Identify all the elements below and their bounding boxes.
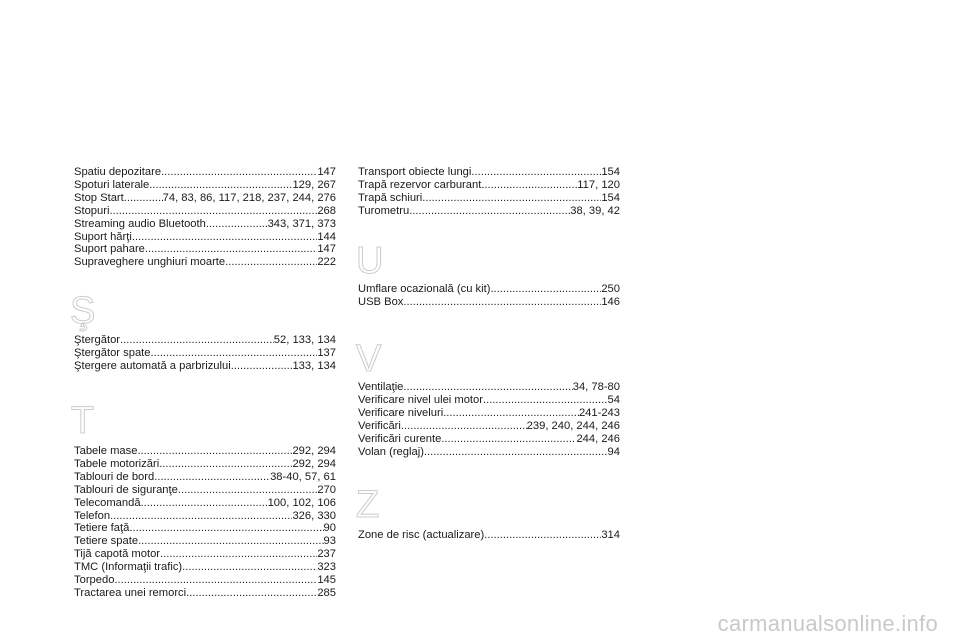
index-block-t-continued bbox=[358, 166, 620, 218]
index-entry bbox=[358, 381, 620, 394]
entry-term: Umflare ocazională (cu kit) bbox=[358, 283, 491, 295]
entry-pages: 292, 294 bbox=[292, 457, 336, 470]
entry-pages: 250 bbox=[601, 283, 620, 295]
entry-term: Tablouri de siguranţe bbox=[74, 483, 178, 496]
entry-pages: 93 bbox=[323, 535, 336, 548]
index-entry bbox=[74, 561, 336, 574]
section-letter-s-comma: Ş bbox=[70, 290, 96, 332]
entry-pages: 292, 294 bbox=[292, 445, 336, 457]
entry-pages: 129, 267 bbox=[292, 178, 336, 191]
entry-pages: 54 bbox=[607, 393, 620, 406]
dot-leader bbox=[206, 218, 268, 231]
dot-leader bbox=[154, 471, 270, 484]
dot-leader bbox=[132, 231, 317, 244]
entry-term: Verificare niveluri bbox=[358, 406, 444, 419]
index-entry bbox=[74, 347, 336, 360]
entry-term: Stop Start bbox=[74, 191, 124, 204]
index-entry bbox=[358, 192, 620, 205]
dot-leader bbox=[443, 407, 579, 420]
index-entry bbox=[358, 166, 620, 179]
index-entry bbox=[358, 394, 620, 407]
dot-leader bbox=[129, 522, 323, 535]
entry-pages: 74, 83, 86, 117, 218, 237, 244, 276 bbox=[162, 191, 336, 204]
entry-term: Tractarea unei remorci bbox=[74, 586, 187, 599]
entry-pages: 52, 133, 134 bbox=[273, 334, 336, 346]
entry-term: Spatiu depozitare bbox=[74, 166, 162, 178]
entry-term: Tetiere faţă bbox=[74, 522, 130, 535]
dot-leader bbox=[120, 334, 274, 347]
entry-term: Tetiere spate bbox=[74, 535, 139, 548]
entry-term: Telecomandă bbox=[74, 496, 141, 509]
index-entry bbox=[74, 535, 336, 548]
dot-leader bbox=[160, 548, 317, 561]
entry-pages: 137 bbox=[317, 346, 336, 359]
dot-leader bbox=[138, 535, 323, 548]
entry-term: Zone de risc (actualizare) bbox=[358, 529, 485, 541]
dot-leader bbox=[403, 296, 601, 309]
entry-pages: 34, 78-80 bbox=[572, 381, 620, 393]
index-block-s-comma bbox=[74, 334, 336, 373]
entry-term: Volan (reglaj) bbox=[358, 445, 424, 458]
index-entry bbox=[358, 179, 620, 192]
index-entry bbox=[74, 471, 336, 484]
index-entry bbox=[74, 458, 336, 471]
index-entry bbox=[358, 296, 620, 309]
dot-leader bbox=[424, 446, 608, 459]
dot-leader bbox=[225, 256, 317, 269]
section-letter-t: T bbox=[71, 400, 95, 442]
dot-leader bbox=[141, 497, 268, 510]
entry-pages: 237 bbox=[317, 548, 336, 561]
index-entry bbox=[358, 446, 620, 459]
dot-leader bbox=[114, 574, 317, 587]
entry-term: Verificare nivel ulei motor bbox=[358, 393, 483, 406]
dot-leader bbox=[151, 347, 318, 360]
entry-term: Verificări curente bbox=[358, 432, 442, 445]
entry-pages: 38, 39, 42 bbox=[570, 204, 620, 217]
index-entry bbox=[74, 166, 336, 179]
index-entry bbox=[74, 256, 336, 269]
index-block-t bbox=[74, 445, 336, 600]
index-entry bbox=[74, 243, 336, 256]
entry-term: Ştergător spate bbox=[74, 346, 151, 359]
index-entry bbox=[358, 283, 620, 296]
dot-leader bbox=[490, 283, 601, 296]
entry-term: Ştergere automată a parbrizului bbox=[74, 359, 231, 372]
index-entry bbox=[358, 205, 620, 218]
index-entry bbox=[74, 218, 336, 231]
entry-pages: 268 bbox=[317, 204, 336, 217]
watermark-footer: carmanualsonline.info bbox=[717, 611, 938, 636]
entry-pages: 323 bbox=[317, 561, 336, 574]
entry-term: Transport obiecte lungi bbox=[358, 166, 472, 178]
dot-leader bbox=[186, 587, 317, 600]
entry-term: USB Box bbox=[358, 295, 404, 308]
entry-pages: 241-243 bbox=[578, 406, 620, 419]
entry-term: Ventilaţie bbox=[358, 381, 404, 393]
index-entry bbox=[358, 420, 620, 433]
entry-term: Tabele mase bbox=[74, 445, 138, 457]
entry-term: TMC (Informaţii trafic) bbox=[74, 561, 183, 574]
index-entry bbox=[74, 522, 336, 535]
entry-pages: 154 bbox=[601, 191, 620, 204]
entry-pages: 314 bbox=[601, 529, 620, 541]
entry-term: Suport hărţi bbox=[74, 230, 132, 243]
dot-leader bbox=[409, 205, 570, 218]
dot-leader bbox=[149, 179, 292, 192]
dot-leader bbox=[483, 394, 608, 407]
entry-term: Stopuri bbox=[74, 204, 110, 217]
index-block-v bbox=[358, 381, 620, 458]
dot-leader bbox=[403, 381, 572, 394]
entry-pages: 94 bbox=[607, 445, 620, 458]
entry-term: Ştergător bbox=[74, 334, 121, 346]
index-entry bbox=[74, 334, 336, 347]
index-entry bbox=[74, 484, 336, 497]
dot-leader bbox=[161, 166, 317, 179]
entry-pages: 90 bbox=[323, 522, 336, 535]
dot-leader bbox=[110, 510, 292, 523]
entry-pages: 133, 134 bbox=[292, 359, 336, 372]
dot-leader bbox=[145, 243, 317, 256]
dot-leader bbox=[178, 484, 317, 497]
entry-term: Torpedo bbox=[74, 574, 115, 587]
index-entry bbox=[74, 574, 336, 587]
entry-term: Supraveghere unghiuri moarte bbox=[74, 256, 226, 269]
index-entry bbox=[74, 360, 336, 373]
dot-leader bbox=[124, 192, 163, 205]
entry-pages: 147 bbox=[317, 166, 336, 178]
dot-leader bbox=[471, 166, 601, 179]
entry-term: Streaming audio Bluetooth bbox=[74, 217, 206, 230]
dot-leader bbox=[481, 179, 577, 192]
entry-pages: 146 bbox=[601, 295, 620, 308]
entry-term: Turometru bbox=[358, 204, 410, 217]
entry-term: Tijă capotă motor bbox=[74, 548, 161, 561]
index-entry bbox=[74, 179, 336, 192]
index-entry bbox=[74, 548, 336, 561]
entry-term: Tablouri de bord bbox=[74, 470, 155, 483]
section-letter-v: V bbox=[356, 338, 382, 380]
index-entry bbox=[358, 433, 620, 446]
index-block-u bbox=[358, 283, 620, 309]
entry-pages: 144 bbox=[317, 230, 336, 243]
index-block-s bbox=[74, 166, 336, 269]
index-entry bbox=[74, 587, 336, 600]
entry-pages: 285 bbox=[317, 586, 336, 599]
dot-leader bbox=[109, 205, 317, 218]
section-letter-z: Z bbox=[356, 484, 380, 526]
entry-pages: 117, 120 bbox=[577, 178, 620, 191]
entry-pages: 244, 246 bbox=[576, 432, 620, 445]
index-entry bbox=[74, 497, 336, 510]
index-entry bbox=[74, 445, 336, 458]
entry-pages: 270 bbox=[317, 483, 336, 496]
index-entry bbox=[74, 205, 336, 218]
dot-leader bbox=[441, 433, 576, 446]
entry-term: Tabele motorizări bbox=[74, 457, 160, 470]
index-entry bbox=[358, 529, 620, 542]
entry-pages: 147 bbox=[317, 243, 336, 256]
index-entry bbox=[358, 407, 620, 420]
entry-pages: 145 bbox=[317, 574, 336, 587]
index-entry bbox=[74, 231, 336, 244]
index-entry bbox=[74, 510, 336, 523]
dot-leader bbox=[422, 192, 601, 205]
entry-term: Trapă rezervor carburant bbox=[358, 178, 482, 191]
entry-term: Verificări bbox=[358, 419, 401, 432]
dot-leader bbox=[231, 360, 293, 373]
entry-term: Suport pahare bbox=[74, 243, 145, 256]
dot-leader bbox=[137, 445, 292, 458]
entry-pages: 154 bbox=[601, 166, 620, 178]
entry-term: Telefon bbox=[74, 509, 111, 522]
index-block-z bbox=[358, 529, 620, 542]
entry-pages: 239, 240, 244, 246 bbox=[526, 419, 620, 432]
entry-pages: 100, 102, 106 bbox=[267, 496, 336, 509]
entry-pages: 326, 330 bbox=[292, 509, 336, 522]
dot-leader bbox=[401, 420, 527, 433]
entry-pages: 343, 371, 373 bbox=[267, 217, 336, 230]
entry-term: Spoturi laterale bbox=[74, 178, 150, 191]
entry-term: Trapă schiuri bbox=[358, 191, 423, 204]
dot-leader bbox=[182, 561, 317, 574]
entry-pages: 222 bbox=[317, 256, 336, 269]
section-letter-u: U bbox=[356, 240, 384, 282]
dot-leader bbox=[484, 529, 601, 542]
index-entry bbox=[74, 192, 336, 205]
entry-pages: 38-40, 57, 61 bbox=[270, 470, 336, 483]
dot-leader bbox=[159, 458, 292, 471]
